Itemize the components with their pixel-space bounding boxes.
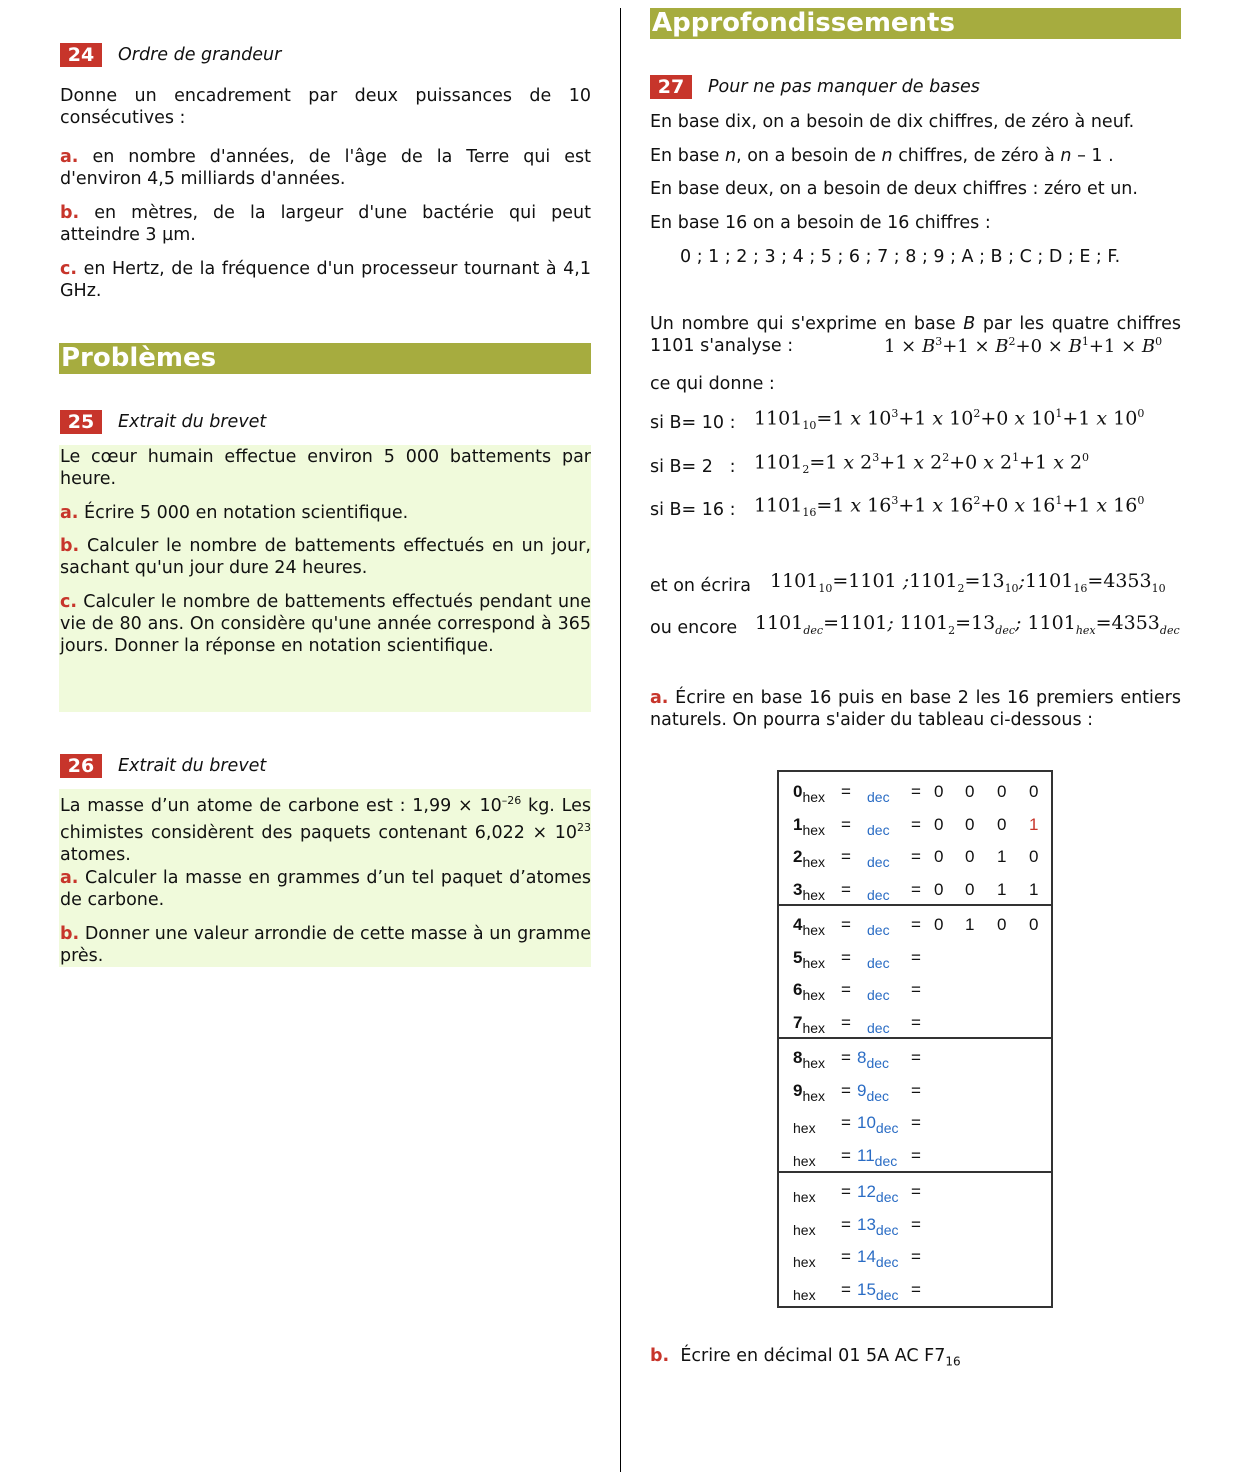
- item-text: Calculer la masse en grammes d’un tel paquet d’atomes de carbone.: [60, 868, 591, 910]
- table-row: [779, 1140, 1051, 1173]
- equals-sign: =: [841, 1182, 851, 1201]
- table-row: [779, 1075, 1051, 1108]
- section-banner-problemes: Problèmes: [59, 343, 591, 374]
- base-ten-line: En base dix, on a besoin de dix chiffres, de zéro à neuf.: [650, 112, 1135, 132]
- dec-subscript: dec: [875, 1120, 899, 1136]
- item-label: c.: [60, 592, 78, 612]
- equals-sign: =: [911, 1080, 921, 1100]
- var-n: n: [881, 146, 893, 166]
- hex-subscript: hex: [793, 1152, 816, 1169]
- exercise-title: Pour ne pas manquer de bases: [708, 77, 980, 97]
- item-text: en Hertz, de la fréquence d'un processeur tournant à 4,1 GHz.: [60, 259, 591, 301]
- equals-sign: =: [841, 1145, 851, 1165]
- dec-cell: 11: [857, 1145, 875, 1165]
- exponent: –26: [501, 794, 522, 807]
- equals-sign: =: [841, 814, 851, 834]
- question-b: [650, 1345, 1181, 1373]
- hex-label: [793, 1182, 816, 1205]
- exercise-24-intro: Donne un encadrement par deux puissances de 10 consécutives :: [60, 86, 591, 128]
- var-n: n: [725, 146, 737, 166]
- binary-digit: 1: [965, 915, 975, 934]
- exercise-title: Extrait du brevet: [118, 412, 267, 432]
- base-subscript: 16: [945, 1354, 961, 1369]
- exercise-title: Extrait du brevet: [118, 756, 267, 776]
- binary-digit: 0: [997, 915, 1007, 934]
- hex-subscript: hex: [793, 1120, 816, 1136]
- dec-label: [863, 815, 890, 838]
- base-two-line: En base deux, on a besoin de deux chiffres : zéro et un.: [650, 179, 1138, 199]
- hex-subscript: hex: [802, 1087, 826, 1104]
- equals-sign: =: [911, 1145, 921, 1165]
- equals-sign: =: [841, 980, 851, 999]
- equals-sign: =: [841, 1247, 851, 1266]
- dec-label: [863, 880, 890, 903]
- table-row: [779, 942, 1051, 975]
- dec-subscript: dec: [875, 1254, 899, 1270]
- text: chiffres, de zéro à: [892, 146, 1061, 166]
- binary-digit: 1: [997, 847, 1007, 866]
- dec-label: [863, 1013, 890, 1036]
- hex-label: [793, 782, 825, 805]
- item-label: b.: [60, 536, 80, 556]
- column-divider: [620, 8, 621, 1472]
- dec-label: [863, 782, 890, 805]
- dec-subscript: dec: [867, 821, 890, 838]
- table-row: [779, 1274, 1051, 1307]
- base-sixteen-line: En base 16 on a besoin de 16 chiffres :: [650, 213, 991, 233]
- binary-digit: 1: [1029, 879, 1039, 899]
- exercise-27-header: [650, 75, 980, 99]
- text: En base: [650, 146, 725, 166]
- hex-label: [793, 815, 825, 838]
- hex-cell: 9: [793, 1080, 803, 1100]
- hex-label: [793, 1146, 816, 1169]
- intro-text: La masse d’un atome de carbone est : 1,99 × 10: [60, 795, 502, 816]
- dec-label: [863, 948, 890, 971]
- text: Un nombre qui s'exprime en base: [650, 314, 964, 334]
- equals-sign: =: [911, 847, 921, 866]
- item-label: a.: [60, 147, 79, 167]
- item-text: en nombre d'années, de l'âge de la Terre qui est d'environ 4,5 milliards d'années.: [60, 147, 591, 189]
- item-label: a.: [650, 688, 669, 708]
- binary-digit: 1: [997, 879, 1007, 899]
- dec-label: [857, 1113, 899, 1136]
- dec-cell: 8: [857, 1048, 867, 1067]
- text: , on a besoin de: [736, 146, 882, 166]
- dec-subscript: dec: [866, 1055, 890, 1071]
- dec-label: [857, 1182, 899, 1205]
- item-text: Écrire en base 16 puis en base 2 les 16 premiers entiers naturels. On pourra s'aider du tableau ci-dessous :: [650, 688, 1181, 730]
- table-row: [779, 1241, 1051, 1274]
- equals-sign: =: [911, 1113, 921, 1132]
- table-row: [779, 809, 1051, 842]
- item-label: a.: [60, 503, 79, 523]
- dec-subscript: dec: [875, 1286, 899, 1303]
- binary-digit: 0: [934, 915, 944, 934]
- dec-label: [857, 1146, 897, 1169]
- equals-sign: =: [911, 947, 921, 967]
- binary-digit: 0: [997, 782, 1007, 801]
- item-text: Écrire 5 000 en notation scientifique.: [84, 503, 409, 523]
- dec-label: [863, 915, 890, 938]
- equals-sign: =: [841, 1012, 851, 1032]
- binary-digit: 0: [965, 847, 975, 866]
- dec-cell: 10: [857, 1113, 876, 1132]
- hex-label: [793, 1113, 816, 1136]
- item-text: Calculer le nombre de battements effectués en un jour, sachant qu'un jour dure 24 heures.: [60, 536, 591, 578]
- equals-sign: =: [841, 879, 851, 899]
- hex-label: [793, 980, 825, 1003]
- equals-sign: =: [841, 1279, 851, 1299]
- item-text: Donner une valeur arrondie de cette masse à un gramme près.: [60, 924, 591, 966]
- equals-sign: =: [911, 1012, 921, 1032]
- binary-digit: 0: [997, 814, 1007, 834]
- equals-sign: =: [841, 847, 851, 866]
- exercise-26-intro: [60, 790, 591, 866]
- exercise-number: 24: [60, 43, 102, 67]
- dec-cell: 9: [857, 1080, 867, 1100]
- exercise-25-item-c: [60, 591, 591, 657]
- dec-label: [857, 1048, 889, 1071]
- binary-digit: 0: [934, 847, 944, 866]
- binary-digit: 0: [965, 782, 975, 801]
- hex-cell: 1: [793, 814, 803, 834]
- hex-subscript: hex: [802, 922, 826, 938]
- item-label: b.: [650, 1346, 670, 1366]
- dec-label: [857, 1215, 899, 1238]
- hex-cell: 2: [793, 847, 803, 866]
- binary-digit: 0: [934, 879, 944, 899]
- equals-sign: =: [911, 1182, 921, 1201]
- binary-digit: 0: [1029, 847, 1039, 866]
- intro-text: atomes.: [60, 844, 131, 865]
- hex-label: [793, 1013, 825, 1036]
- dec-cell: 14: [857, 1247, 876, 1266]
- hex-cell: 5: [793, 947, 803, 967]
- equals-sign: =: [841, 782, 851, 801]
- binary-digit: 0: [965, 879, 975, 899]
- hex-subscript: hex: [802, 954, 826, 971]
- dec-subscript: dec: [867, 1019, 890, 1036]
- var-n: n: [1060, 146, 1072, 166]
- equals-sign: =: [841, 1214, 851, 1234]
- hex-subscript: hex: [802, 821, 826, 838]
- exercise-26-header: [60, 754, 266, 778]
- equals-sign: =: [841, 1113, 851, 1132]
- si-b-10-label: si B= 10 :: [650, 413, 736, 433]
- table-row: [779, 1107, 1051, 1140]
- equals-sign: =: [911, 1048, 921, 1067]
- equals-sign: =: [841, 1048, 851, 1067]
- intro-text: kg. Les chimistes considèrent des paquets contenant 6,022 × 10: [60, 795, 591, 843]
- exercise-25-header: [60, 410, 266, 434]
- equals-sign: =: [841, 947, 851, 967]
- hex-cell: 7: [793, 1012, 803, 1032]
- table-row: [779, 909, 1051, 942]
- dec-cell: 13: [857, 1214, 876, 1234]
- dec-subscript: dec: [874, 1152, 898, 1169]
- item-text: en mètres, de la largeur d'une bactérie qui peut atteindre 3 µm.: [60, 203, 591, 245]
- formula-base-10: $1101_{10}=1$ x $10^3+1$ x $10^2+0$ x $10^1+1$ x $10^0$: [754, 407, 1145, 433]
- dec-label: [863, 980, 890, 1003]
- binary-digit: 0: [1029, 782, 1039, 801]
- item-text: Écrire en décimal 01 5A AC F7: [680, 1346, 946, 1366]
- hex-subscript: hex: [793, 1254, 816, 1270]
- exercise-24-item-a: [60, 146, 591, 190]
- table-row: [779, 974, 1051, 1007]
- hex-cell: 0: [793, 782, 803, 801]
- hex-subscript: hex: [793, 1189, 816, 1205]
- hex-subscript: hex: [802, 854, 826, 870]
- hex-subscript: hex: [802, 886, 826, 903]
- equals-sign: =: [911, 1247, 921, 1266]
- table-row: [779, 1176, 1051, 1209]
- text: – 1 .: [1071, 146, 1114, 166]
- hex-subscript: hex: [802, 987, 826, 1003]
- formula-notation-2: $1101_{dec}=1101$; $1101_2=13_{dec}$; $1101_{hex}=4353_{dec}$: [755, 612, 1180, 637]
- dec-cell: 15: [857, 1279, 876, 1299]
- exercise-25-item-a: [60, 502, 591, 524]
- equals-sign: =: [911, 915, 921, 934]
- equals-sign: =: [911, 1279, 921, 1299]
- item-label: c.: [60, 259, 78, 279]
- hex-label: [793, 915, 825, 938]
- table-row: [779, 874, 1051, 907]
- exercise-24-header: [60, 43, 281, 67]
- dec-label: [857, 1280, 899, 1303]
- binary-digit: 0: [965, 814, 975, 834]
- dec-subscript: dec: [867, 886, 890, 903]
- equals-sign: =: [911, 980, 921, 999]
- hex-cell: 6: [793, 980, 803, 999]
- formula-general: $1 \times B^3+1 \times B^2+0 \times B^1+1 \times B^0$: [884, 335, 1163, 357]
- hex-label: [793, 1247, 816, 1270]
- dec-subscript: dec: [867, 789, 890, 805]
- table-row: [779, 1007, 1051, 1040]
- dec-subscript: dec: [875, 1189, 899, 1205]
- equals-sign: =: [911, 879, 921, 899]
- exercise-number: 26: [60, 754, 102, 778]
- exercise-number: 25: [60, 410, 102, 434]
- si-b-2-label: si B= 2 :: [650, 457, 736, 477]
- hex-subscript: hex: [802, 1019, 826, 1036]
- hex-label: [793, 1048, 825, 1071]
- formula-base-16: $1101_{16}=1$ x $16^3+1$ x $16^2+0$ x $16^1+1$ x $16^0$: [754, 494, 1145, 520]
- dec-subscript: dec: [867, 987, 890, 1003]
- var-b: B: [963, 314, 976, 334]
- exercise-25-item-b: [60, 535, 591, 579]
- hex-label: [793, 1280, 816, 1303]
- base-n-line: [650, 145, 1181, 167]
- hex-label: [793, 880, 825, 903]
- dec-label: [863, 847, 890, 870]
- formula-notation-1: $1101_{10}=1101$ $;1101_2=13_{10};1101_{16}=4353_{10}$: [770, 570, 1166, 595]
- exercise-26-item-a: [60, 867, 591, 911]
- et-on-ecrira-label: et on écrira: [650, 576, 751, 596]
- equals-sign: =: [911, 1214, 921, 1234]
- dec-label: [857, 1081, 889, 1104]
- binary-digit: 0: [934, 814, 944, 834]
- hex-dec-bin-table: [777, 770, 1053, 1308]
- hex-subscript: hex: [793, 1221, 816, 1238]
- question-a: [650, 687, 1181, 731]
- dec-subscript: dec: [867, 954, 890, 971]
- equals-sign: =: [911, 814, 921, 834]
- table-row: [779, 776, 1051, 809]
- hex-digits-list: 0 ; 1 ; 2 ; 3 ; 4 ; 5 ; 6 ; 7 ; 8 ; 9 ; A ; B ; C ; D ; E ; F.: [680, 247, 1121, 267]
- hex-label: [793, 847, 825, 870]
- item-label: a.: [60, 868, 79, 888]
- hex-cell: 4: [793, 915, 803, 934]
- dec-subscript: dec: [866, 1087, 890, 1104]
- dec-subscript: dec: [867, 922, 890, 938]
- hex-subscript: hex: [802, 789, 826, 805]
- binary-digit: 1: [1029, 814, 1039, 834]
- binary-digit: 0: [934, 782, 944, 801]
- hex-cell: 8: [793, 1048, 803, 1067]
- table-row: [779, 1042, 1051, 1075]
- table-row: [779, 841, 1051, 874]
- hex-label: [793, 1081, 825, 1104]
- ou-encore-label: ou encore: [650, 618, 738, 638]
- hex-subscript: hex: [802, 1055, 826, 1071]
- table-row: [779, 1209, 1051, 1242]
- item-label: b.: [60, 924, 80, 944]
- exercise-24-item-b: [60, 202, 591, 246]
- dec-label: [857, 1247, 899, 1270]
- equals-sign: =: [841, 1080, 851, 1100]
- exponent: 23: [577, 820, 591, 834]
- dec-subscript: dec: [875, 1221, 899, 1238]
- hex-cell: 3: [793, 879, 803, 899]
- equals-sign: =: [911, 782, 921, 801]
- exercise-number: 27: [650, 75, 692, 99]
- item-text: Calculer le nombre de battements effectués pendant une vie de 80 ans. On considère qu'une année correspond à 365 jours. Donner la réponse en notation scientifique.: [60, 592, 591, 656]
- dec-subscript: dec: [867, 854, 890, 870]
- si-b-16-label: si B= 16 :: [650, 500, 736, 520]
- exercise-title: Ordre de grandeur: [118, 45, 282, 65]
- hex-subscript: hex: [793, 1286, 816, 1303]
- ce-qui-donne: ce qui donne :: [650, 374, 775, 394]
- exercise-25-intro: Le cœur humain effectue environ 5 000 battements par heure.: [60, 447, 591, 489]
- item-label: b.: [60, 203, 80, 223]
- hex-label: [793, 1215, 816, 1238]
- exercise-24-item-c: [60, 258, 591, 302]
- section-banner-approfondissements: Approfondissements: [650, 8, 1181, 39]
- formula-base-2: $1101_2=1$ x $2^3+1$ x $2^2+0$ x $2^1+1$ x $2^0$: [754, 451, 1090, 477]
- dec-cell: 12: [857, 1182, 876, 1201]
- text: par les quatre chiffres 1101 s'analyse :: [650, 314, 1181, 356]
- hex-label: [793, 948, 825, 971]
- exercise-26-item-b: [60, 923, 591, 967]
- binary-digit: 0: [1029, 915, 1039, 934]
- equals-sign: =: [841, 915, 851, 934]
